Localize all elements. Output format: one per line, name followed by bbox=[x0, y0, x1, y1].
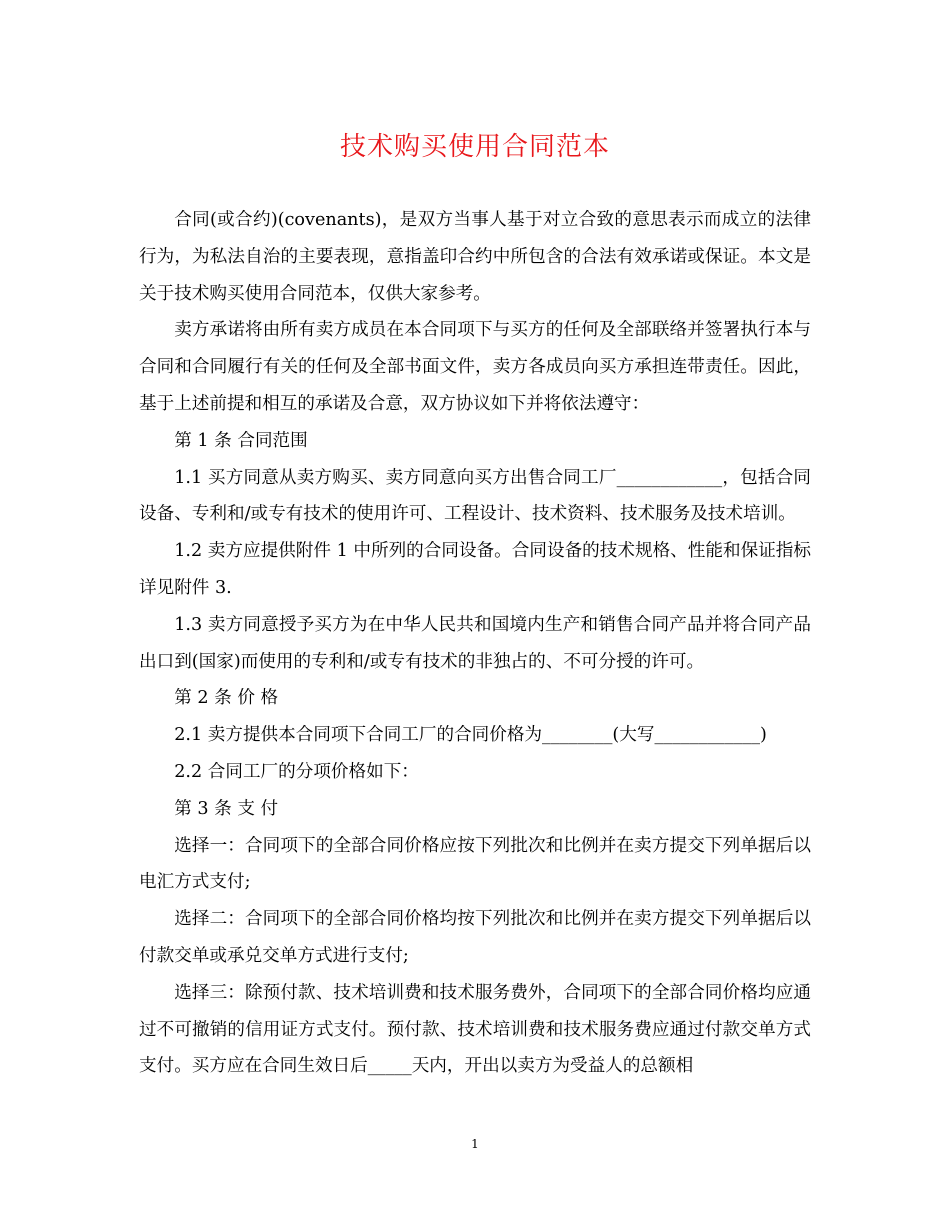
section-heading-3: 第 3 条 支 付 bbox=[174, 798, 279, 819]
paragraph-seller-commitment: 卖方承诺将由所有卖方成员在本合同项下与买方的任何及全部联络并签署执行本与合同和合同履行有关的任何及全部书面文件，卖方各成员向买方承担连带责任。因此，基于上述前提和相互的承诺及合意，双方协议如下并将依法遵守： bbox=[139, 320, 811, 414]
page-number: 1 bbox=[471, 1137, 479, 1151]
payment-option-2: 选择二：合同项下的全部合同价格均按下列批次和比例并在卖方提交下列单据后以付款交单或承兑交单方式进行支付; bbox=[139, 909, 811, 966]
document-body bbox=[139, 202, 811, 1085]
payment-option-1: 选择一：合同项下的全部合同价格应按下列批次和比例并在卖方提交下列单据后以电汇方式支付; bbox=[139, 835, 811, 893]
document-title: 技术购买使用合同范本 bbox=[339, 132, 610, 162]
clause-2-1: 2.1 卖方提供本合同项下合同工厂的合同价格为________(大写____________) bbox=[174, 725, 767, 746]
payment-option-3: 选择三：除预付款、技术培训费和技术服务费外，合同项下的全部合同价格均应通过不可撤销的信用证方式支付。预付款、技术培训费和技术服务费应通过付款交单方式支付。买方应在合同生效日后_____天内，开出以卖方为受益人的总额相 bbox=[139, 982, 811, 1077]
clause-2-2: 2.2 合同工厂的分项价格如下： bbox=[174, 761, 419, 782]
paragraph-intro: 合同(或合约)(covenants)，是双方当事人基于对立合致的意思表示而成立的法律行为，为私法自治的主要表现，意指盖印合约中所包含的合法有效承诺或保证。本文是关于技术购买使用合同范本，仅供大家参考。 bbox=[139, 210, 811, 304]
section-heading-2: 第 2 条 价 格 bbox=[174, 688, 279, 709]
clause-1-1: 1.1 买方同意从卖方购买、卖方同意向买方出售合同工厂____________，包括合同设备、专利和/或专有技术的使用许可、工程设计、技术资料、技术服务及技术培训。 bbox=[139, 467, 811, 525]
clause-1-3: 1.3 卖方同意授予买方为在中华人民共和国境内生产和销售合同产品并将合同产品出口到(国家)而使用的专利和/或专有技术的非独占的、不可分授的许可。 bbox=[139, 614, 811, 672]
clause-1-2: 1.2 卖方应提供附件 1 中所列的合同设备。合同设备的技术规格、性能和保证指标详见附件 3. bbox=[139, 541, 811, 598]
section-heading-1: 第 1 条 合同范围 bbox=[174, 430, 308, 451]
